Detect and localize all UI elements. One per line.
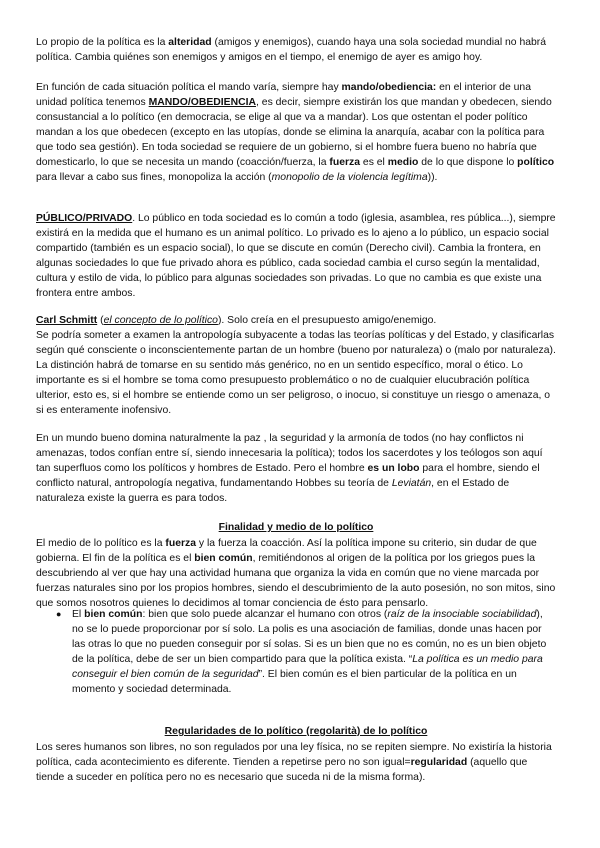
text: El [72, 609, 85, 620]
paragraph-alteridad [36, 35, 556, 65]
paragraph-regularidad [36, 740, 556, 785]
text: El medio de lo político es la [36, 538, 166, 549]
bullet-item-bien-comun [72, 607, 556, 697]
text: de lo que dispone lo [418, 157, 518, 168]
bullet-icon: ● [56, 609, 62, 619]
bold-term-politico: político [517, 157, 555, 168]
italic-quote: raíz de la insociable sociabilidad [387, 609, 537, 620]
text: , remitiéndonos al origen de la política por los griegos pues la descubriendo al ver que hay una actividad humana que organiza la vida en común que no viene marcada por fuerzas naturales sino por los propios hombres, siendo el descubrimiento de la auto posesión, no son mitos, sino que somos nosotros quienes lo decidimos al tomar conciencia de ésto para pensarlo. [36, 553, 556, 609]
text: . Lo público en toda sociedad es lo común a todo (iglesia, asamblea, res pública...), siempre existirá en la medida que el humano es un animal político. Lo privado es lo ajeno a lo público, un espacio social compartido (también es un espacio social), lo que se discute en común (Derecho civil). Cambia la frontera, en algunas sociedades lo que fue privado ahora es público, cada sociedad cambia el curso según la mentalidad, cultura y estilo de vida, lo público para algunas sociedades son privadas. Lo que no cambia es que existe una frontera entre ambos. [36, 213, 556, 299]
text: ”. El bien común es el bien particular de la política en un momento y sociedad determinada. [72, 669, 517, 695]
text: (amigos y enemigos), cuando haya una sola sociedad mundial no habrá política. Cambia quiénes son enemigos y amigos en el tiempo, el enemigo de ayer es amigo hoy. [36, 37, 547, 63]
heading-finalidad: Finalidad y medio de lo político [218, 522, 374, 533]
bold-term-bien-comun: bien común [194, 553, 253, 564]
text: En un mundo bueno domina naturalmente la paz , la seguridad y la armonía de todos (no hay conflictos ni amenazas, todos confían entre sí, siendo innecesaria la política); todos los sacerdotes y los teólogos son aquí tan superfluos como los políticos y hombres de Estado. Pero el hombre [36, 433, 543, 474]
paragraph-carl-schmitt [36, 313, 556, 418]
heading-regularidades: Regularidades de lo político (regolarità) de lo político [164, 726, 428, 737]
text: Los seres humanos son libres, no son regulados por una ley física, no se repiten siempre. No existiría la historia política, cada acontecimiento es diferente. Tienden a repetirse pero no son igual= [36, 742, 552, 768]
text: (aquello que tiende a suceder en política pero no es necesario que suceda ni de la misma forma). [36, 757, 528, 783]
text: En función de cada situación política el mando varía, siempre hay [36, 82, 342, 93]
text: ( [97, 315, 104, 326]
paragraph-fuerza-bien-comun [36, 536, 556, 611]
bold-term-medio: medio [387, 157, 419, 168]
italic-leviatan: Leviatán [391, 478, 432, 489]
text: ). Solo creía en el presupuesto amigo/enemigo. [217, 315, 437, 326]
text: , en el Estado de naturaleza existe la guerra es para todos. [36, 478, 510, 504]
text: y la fuerza la coacción. Así la política impone su criterio, sin dudar de que gobierna. El fin de la política es el [36, 538, 537, 564]
bold-term-bien-comun: bien común [84, 609, 143, 620]
italic-quote: La política es un medio para conseguir el bien común de la seguridad [72, 654, 543, 680]
bold-term-alteridad: alteridad [168, 37, 212, 48]
underlined-term-publico-privado: PÚBLICO/PRIVADO [36, 213, 133, 224]
bold-term-fuerza: fuerza [165, 538, 196, 549]
bold-term-regularidad: regularidad [410, 757, 468, 768]
text: para llevar a cabo sus fines, monopoliza la acción ( [36, 172, 272, 183]
bold-term-fuerza: fuerza [329, 157, 361, 168]
text: es el [360, 157, 388, 168]
book-title: el concepto de lo político [103, 315, 218, 326]
text: para el hombre, siendo el conflicto natural, antropología negativa, fundamentando Hobbes su teoría de [36, 463, 540, 489]
paragraph-mundo-bueno [36, 431, 556, 506]
text: Se podría someter a examen la antropología subyacente a todas las teorías políticas y del Estado, y clasificarlas según qué consciente o inconscientemente partan de un hombre (bueno por naturaleza) o (malo por naturaleza). La distinción habrá de tomarse en su sentido más genérico, no en un sentido específico, moral o ético. Lo importante es si el hombre se toma como presupuesto problemático o no de cualquier elucubración política ulterior, esto es, si el hombre se entiende como un ser peligroso, o inocuo, si constituye un riesgo o amenaza, o si es enteramente inofensivo. [36, 330, 556, 416]
text: ), no se lo puede proporcionar por sí solo. La polis es una asociación de familias, donde unas hacen por las otras lo que no pueden conseguir por sí solas. Si es un bien que no es común, no es un bien objeto de la política, debe de ser un bien compartido para que la política exista. “ [72, 609, 547, 665]
text: )). [427, 172, 438, 183]
bold-term-lobo: es un lobo [367, 463, 420, 474]
text: : bien que solo puede alcanzar el humano con otros ( [142, 609, 388, 620]
text: en el interior de una unidad política tenemos [36, 82, 531, 108]
underlined-term-mando-obediencia: MANDO/OBEDIENCIA [148, 97, 257, 108]
text: , es decir, siempre existirán los que mandan y obedecen, siendo consustancial a lo político (en democracia, se elige al que va a mandar). Los que ostentan el poder político mandan a los que obedecen (excepto en las utopías, donde se elimina la anarquía, acabar con la política para que todo sea gestión). En toda sociedad se requiere de un gobierno, si el hombre fuera bueno no habría que domesticarlo, lo que se necesita un mando (coacción/fuerza, la [36, 97, 552, 168]
paragraph-publico-privado [36, 211, 556, 301]
paragraph-mando-obediencia [36, 80, 556, 185]
italic-quote: monopolio de la violencia legítima [271, 172, 428, 183]
text: Lo propio de la política es la [36, 37, 169, 48]
author-name: Carl Schmitt [36, 315, 98, 326]
bold-term-mando-obediencia: mando/obediencia: [341, 82, 437, 93]
